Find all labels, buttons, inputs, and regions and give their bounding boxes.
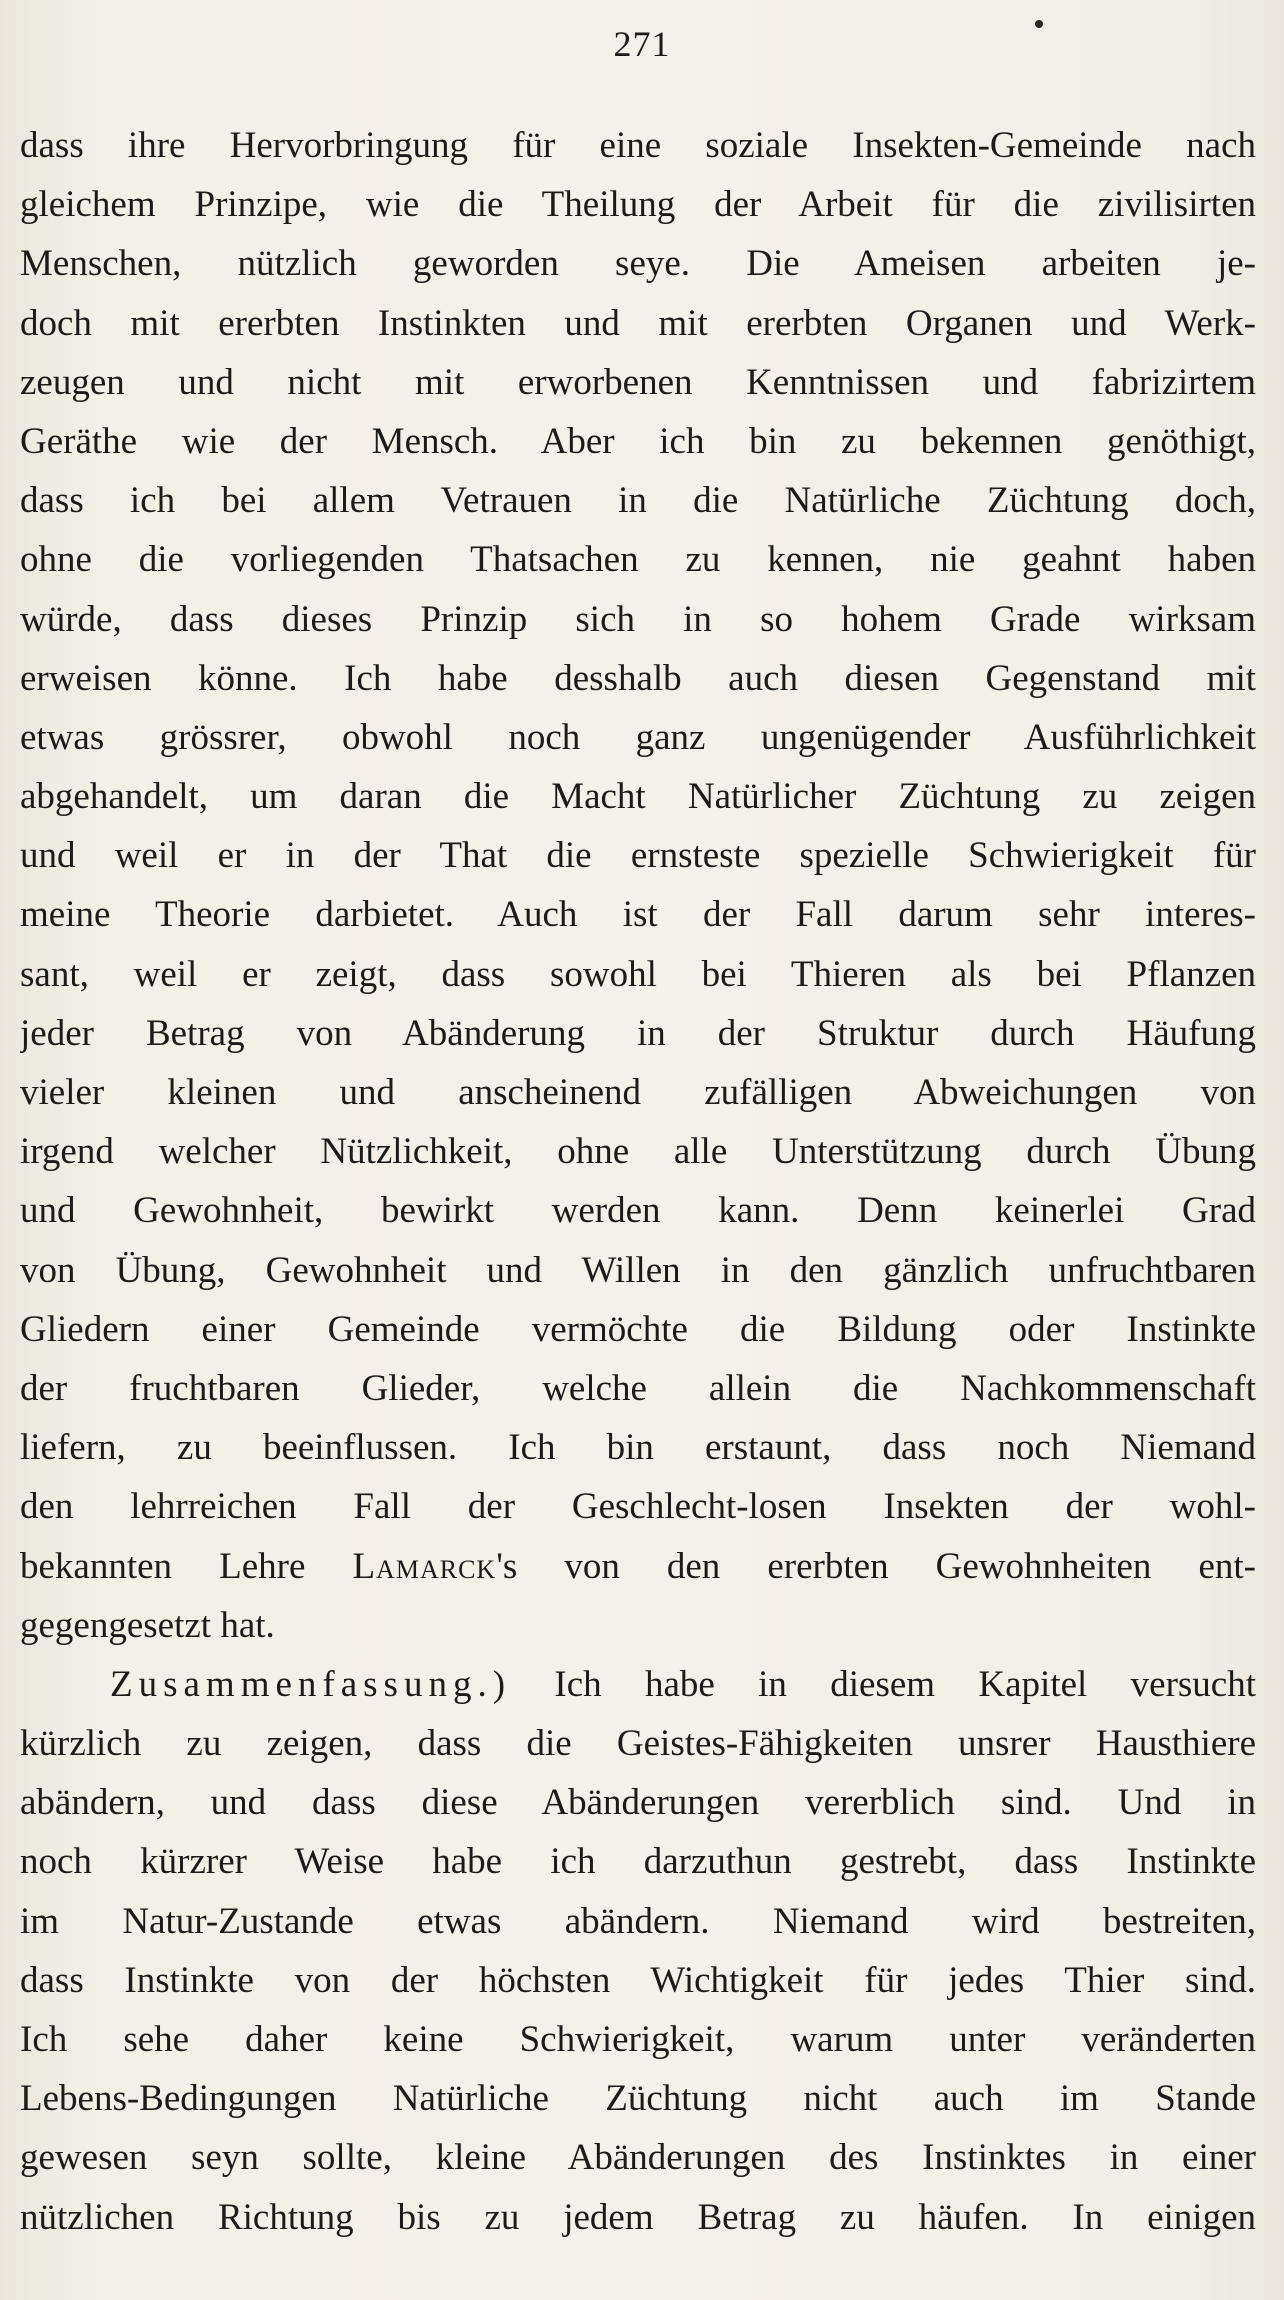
text-line: Lebens-Bedingungen Natürliche Züchtung nicht auch im Stande	[20, 2078, 1256, 2120]
text-line: gegengesetzt hat.	[20, 1604, 275, 1646]
text-line: jeder Betrag von Abänderung in der Struktur durch Häufung	[20, 1012, 1256, 1054]
section-heading-zusammenfassung: Zusammenfassung.)	[110, 1663, 512, 1705]
text-line: liefern, zu beeinflussen. Ich bin erstaunt, dass noch Niemand	[20, 1427, 1256, 1469]
text-line: dass Instinkte von der höchsten Wichtigkeit für jedes Thier sind.	[20, 1959, 1256, 2001]
text-line: ohne die vorliegenden Thatsachen zu kennen, nie geahnt haben	[20, 539, 1256, 581]
ink-speck	[1035, 20, 1043, 28]
text-line: meine Theorie darbietet. Auch ist der Fall darum sehr interes-	[20, 894, 1256, 936]
line-segment: Ich habe in diesem Kapitel versucht	[511, 1663, 1256, 1705]
text-line: etwas grössrer, obwohl noch ganz ungenügender Ausführlichkeit	[20, 716, 1256, 758]
text-line: noch kürzrer Weise habe ich darzuthun gestrebt, dass Instinkte	[20, 1841, 1256, 1883]
text-line-lamarck	[20, 1537, 1256, 1596]
text-line: irgend welcher Nützlichkeit, ohne alle Unterstützung durch Übung	[20, 1131, 1256, 1173]
text-line-heading	[20, 1655, 1256, 1714]
text-line: gleichem Prinzipe, wie die Theilung der Arbeit für die zivilisirten	[20, 184, 1256, 226]
text-line: dass ihre Hervorbringung für eine soziale Insekten-Gemeinde nach	[20, 125, 1256, 166]
text-line: nützlichen Richtung bis zu jedem Betrag zu häufen. In einigen	[20, 2196, 1256, 2238]
text-line: vieler kleinen und anscheinend zufälligen Abweichungen von	[20, 1072, 1256, 1113]
text-line: gewesen seyn sollte, kleine Abänderungen des Instinktes in einer	[20, 2137, 1256, 2179]
text-line: Ich sehe daher keine Schwierigkeit, warum unter veränderten	[20, 2019, 1256, 2060]
text-line: den lehrreichen Fall der Geschlecht-losen Insekten der wohl-	[20, 1486, 1256, 1528]
text-line: doch mit ererbten Instinkten und mit ererbten Organen und Werk-	[20, 302, 1256, 344]
text-line: im Natur-Zustande etwas abändern. Niemand wird bestreiten,	[20, 1900, 1256, 1942]
text-line: Menschen, nützlich geworden seye. Die Ameisen arbeiten je-	[20, 243, 1256, 285]
text-line: der fruchtbaren Glieder, welche allein die Nachkommenschaft	[20, 1367, 1256, 1409]
text-line: Geräthe wie der Mensch. Aber ich bin zu bekennen genöthigt,	[20, 420, 1256, 462]
body-text	[20, 116, 1256, 2247]
paragraph-2	[20, 1655, 1256, 2247]
text-line: sant, weil er zeigt, dass sowohl bei Thieren als bei Pflanzen	[20, 953, 1256, 995]
line-segment: bekannten Lehre	[20, 1545, 353, 1587]
text-line: und weil er in der That die ernsteste spezielle Schwierigkeit für	[20, 835, 1256, 877]
text-line: dass ich bei allem Vetrauen in die Natürliche Züchtung doch,	[20, 480, 1256, 522]
text-line: und Gewohnheit, bewirkt werden kann. Denn keinerlei Grad	[20, 1190, 1256, 1232]
text-line: abgehandelt, um daran die Macht Natürlicher Züchtung zu zeigen	[20, 776, 1256, 818]
text-line: abändern, und dass diese Abänderungen vererblich sind. Und in	[20, 1782, 1256, 1824]
author-name-lamarck: Lamarck	[352, 1545, 497, 1587]
text-line: Gliedern einer Gemeinde vermöchte die Bildung oder Instinkte	[20, 1308, 1256, 1350]
line-segment: 's von den ererbten Gewohnheiten ent-	[496, 1545, 1256, 1587]
text-line: erweisen könne. Ich habe desshalb auch diesen Gegenstand mit	[20, 657, 1256, 699]
text-line: würde, dass dieses Prinzip sich in so hohem Grade wirksam	[20, 598, 1256, 640]
text-line: zeugen und nicht mit erworbenen Kenntnissen und fabrizirtem	[20, 361, 1256, 403]
page-number: 271	[613, 24, 671, 64]
paragraph-1	[20, 116, 1256, 1655]
text-line: von Übung, Gewohnheit und Willen in den gänzlich unfruchtbaren	[20, 1249, 1256, 1291]
text-line: kürzlich zu zeigen, dass die Geistes-Fähigkeiten unsrer Hausthiere	[20, 1723, 1256, 1765]
